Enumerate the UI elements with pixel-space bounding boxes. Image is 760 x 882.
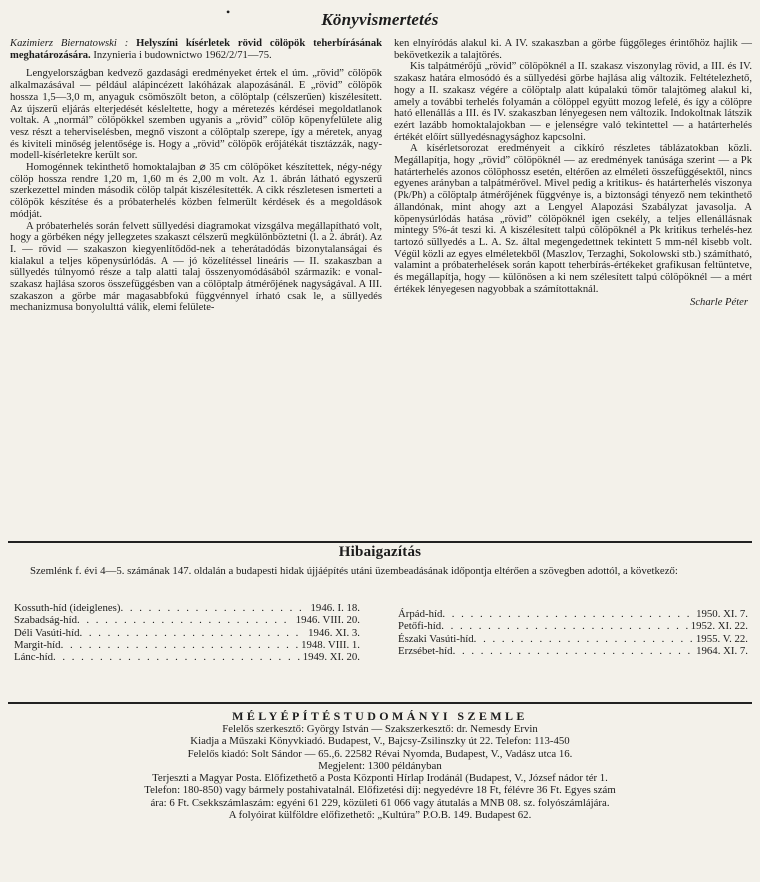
review-paragraph: Lengyelországban kedvező gazdasági eredményeket értek el úm. „rövid” cölöpök alkalmazásával — például alápincézett lakóházak alapozásánál. E „rövid” cölöpök hossza 1,5—3,0 m, anyaguk csömöszölt beton, a cölöptalp (célszerűen) kiszélesített. Az újszerű eljárás elterjedését késleltette, hogy a méretezés kérdései megoldatlanok voltak. A „normál” cölöpökkel szemben ugyanis a „rövid” cölöp köpenyfelülete alig vesz részt a teherviselésben, megnő viszont a cölöptalp szerepe, így a méretek, anyag és kiviteli minőség jelentősége is. Hogy a „rövid” cölöpök erőjátékát tisztázzák, nagy-modell-kísérletekre került sor. (10, 68, 382, 162)
imprint-block (20, 723, 740, 821)
bridge-name: Árpád-híd (398, 608, 443, 620)
bridge-date: 1948. VIII. 1. (301, 638, 360, 651)
review-right-column (394, 38, 752, 309)
errata-intro-text: Szemlénk f. évi 4—5. számának 147. oldalán a budapesti hidak újjáépítés utáni üzembeadásának időpontja eltérően a szövegben adottól, a következő: (30, 565, 678, 577)
bridge-list-right (398, 608, 748, 657)
review-author: Kazimierz Biernatowski : (10, 38, 129, 49)
bridge-row (398, 633, 748, 645)
review-paragraph: Homogénnek tekinthető homoktalajban ⌀ 35 cm cölöpöket készítettek, négy-négy cölöp hossza rendre 1,20 m, 1,60 m és 2,00 m volt. Az 1. ábrán látható egyszerű szerkezettel minden második cölöp talpát kiszélesítették. A cikk részletesen ismerteti a cölöpök készítése és a próbaterhelés közben felmerült kérdések és a megoldások módját. (10, 162, 382, 220)
errata-intro (14, 565, 746, 577)
bridge-name: Lánc-híd (14, 651, 53, 664)
imprint-line: A folyóirat külföldre előfizethető: „Kultúra” P.O.B. 149. Budapest 62. (228, 809, 532, 822)
bridge-list-left (14, 602, 360, 663)
bridge-name: Északi Vasúti-híd (398, 632, 474, 645)
bridge-date: 1955. V. 22. (695, 632, 748, 645)
errata-heading: Hibaigazítás (338, 544, 422, 560)
imprint-line: Terjeszti a Magyar Posta. Előfizethető a Posta Központi Hírlap Irodánál (Budapest, V., József nádor tér 1. (152, 772, 608, 785)
bridge-date: 1964. XI. 7. (696, 644, 748, 657)
bridge-row (398, 645, 748, 657)
bridge-name: Margit-híd (14, 638, 61, 651)
review-left-column (10, 38, 382, 314)
journal-name: MÉLYÉPÍTÉSTUDOMÁNYI SZEMLE (232, 709, 528, 723)
bridge-row (14, 614, 360, 626)
bridge-date: 1946. VIII. 20. (295, 614, 360, 627)
section-divider (8, 541, 752, 543)
bridge-row (14, 602, 360, 614)
imprint-line: Felelős kiadó: Solt Sándor — 65.,6. 22582 Révai Nyomda, Budapest, V., Vadász utca 16. (187, 747, 573, 760)
bridge-row (14, 651, 360, 663)
review-source: Inzynieria i budownictwo 1962/2/71—75. (93, 49, 272, 61)
bridge-name: Szabadság-híd (14, 614, 77, 627)
imprint-line: ára: 6 Ft. Csekkszámlaszám: egyéni 61 229, közületi 61 066 vagy átutalás a MNB 08. sz. folyószámlájára. (150, 796, 610, 809)
bridge-row (14, 639, 360, 651)
bridge-row (398, 608, 748, 620)
bridge-date: 1950. XI. 7. (696, 608, 748, 620)
bridge-name: Kossuth-híd (ideiglenes) (14, 602, 121, 614)
review-signature: Scharle Péter (690, 297, 748, 309)
review-paragraph: A kísérletsorozat eredményeit a cikkíró részletes táblázatokban közli. Megállapítja, hogy „rövid” cölöpöknél — az eredmények tanúsága szerint — a Pk határterhelés azonos cölöphossz esetén, eltérően az elméleti összefüggésektől, nincs egyenes arányban a talpátmérővel. Mivel pedig a kritikus- és határterhelés viszonya (Pk/Ph) a cölöptalp átmérőjének függvénye is, a biztonsági tényező nem tekinthető állandónak, mint ahogy azt a Lengyel Alapozási Szabályzat javasolja. A köpenysúrlódás hatása „rövid” cölöpöknél igen csekély, a teljes ellenállásnak mintegy 5%-át teszi ki. A kiszélesített talpú cölöpöknél a Pk kritikus terhelés-hez tartozó süllyedés a L. A. Sz. által megengedettnek tekintett 5 mm-nél kisebb volt. Végül közli az egyes elméletekből (Maszlov, Terzaghi, Sokolowski stb.) számítható, valamint a próbaterhelések során kapott teherbírás-értékeket grafikusan feltüntetve, és megállapítja, hogy — különösen a ki nem szélesített talpú cölöpöknél — a mért értékek lényegesen nagyobbak a számítottaknál. (394, 143, 752, 295)
imprint-line: Megjelent: 1300 példányban (318, 759, 442, 772)
bridge-name: Petőfi-híd (398, 620, 442, 633)
bridge-date: 1949. XI. 20. (302, 651, 360, 664)
review-heading: Könyvismertetés (321, 10, 439, 29)
imprint-line: Felelős szerkesztő: György István — Szakszerkesztő: dr. Nemesdy Ervin (222, 723, 538, 735)
review-paragraph: A próbaterhelés során felvett süllyedési diagramokat vizsgálva megállapítható volt, hogy a görbéken négy jellegzetes szakaszt célszerű megkülönböztetni (l. a 2. ábrát). Az I. — rövid — szakaszon kiegyenlítődőd-nek a teherátadódás bizonytalanságai és kialakul a teljes köpenysúrlódás. A — jó közelítéssel lineáris — II. szakaszban a süllyedés túlnyomó része a talp alatti talaj összenyomódásából származik: e vonal-szakasz hajlása szoros összefüggésben van a cölöptalp átmérőjének nagyságával. A III. szakaszon a görbe már magasabbfokú függvénnyel írható csak le, a süllyedés mechanizmusa bonyolulttá válik, elemi felülete- (10, 220, 382, 314)
bridge-date: 1952. XI. 22. (690, 620, 748, 633)
bridge-row (398, 620, 748, 632)
bridge-row (14, 627, 360, 639)
imprint-line: Kiadja a Műszaki Könyvkiadó. Budapest, V., Bajcsy-Zsilinszky út 22. Telefon: 113-450 (190, 735, 570, 748)
bridge-date: 1946. I. 18. (310, 602, 360, 614)
review-paragraph: Kis talpátmérőjű „rövid” cölöpöknél a II. szakasz viszonylag rövid, a III. és IV. szakasz határa elmosódó és a süllyedési görbe hajlása alig változik. Feltételezhető, hogy a II. szakasz végére a cölöptalp alatt kúpalakú tömör talajtömeg alakul ki, amely a további terhelés folyamán a cölöppel együtt mozog lefelé, és így a cölöpre ható ellenállás a III. és IV. szakaszban lényegesen nem változik. Indokoltnak látszik ezért lazább homoktalajokban — e jelenségre való tekintettel — a határterhelés értékét előírt süllyedésnagysághoz kapcsolni. (394, 61, 752, 143)
review-article-title: Helyszíni kísérletek rövid cölöpök teherbírásának meghatározására. (10, 38, 383, 61)
bridge-date: 1946. XI. 3. (308, 626, 360, 639)
imprint-line: Telefon: 180-850) vagy bármely postahivatalnál. Előfizetési díj: negyedévre 18 Ft, félévre 36 Ft. Egyes szám (144, 784, 616, 797)
bridge-name: Déli Vasúti-híd (14, 626, 80, 639)
bridge-name: Erzsébet-híd (398, 644, 453, 657)
print-speck: • (226, 5, 231, 19)
imprint-divider (8, 702, 752, 704)
review-paragraph: ken elnyíródás alakul ki. A IV. szakaszban a görbe függőleges érintőhöz hajlik — bekövetkezik a talajtörés. (394, 38, 752, 61)
review-citation (10, 38, 382, 61)
